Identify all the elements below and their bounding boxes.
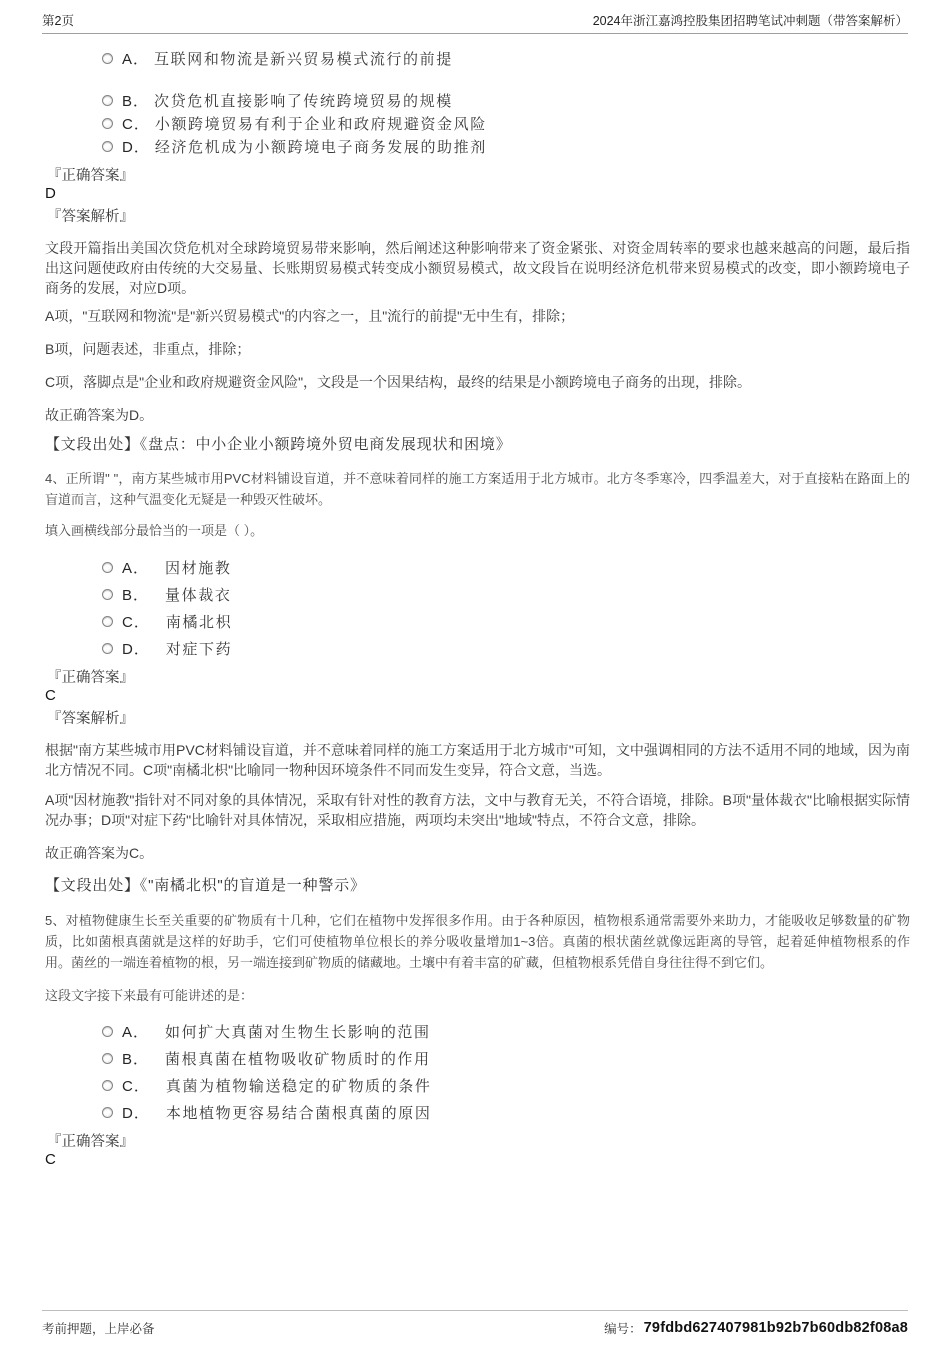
radio-button-icon[interactable]	[102, 643, 113, 654]
correct-answer-label: 『正确答案』	[47, 670, 134, 686]
option-row	[102, 1048, 910, 1069]
footer-slogan: 考前押题，上岸必备	[42, 1322, 155, 1336]
correct-answer-value: C	[45, 687, 56, 704]
radio-button-icon[interactable]	[102, 53, 113, 64]
option-text: 真菌为植物输送稳定的矿物质的条件	[165, 1078, 432, 1095]
correct-answer-value: D	[45, 185, 56, 202]
analysis-paragraph: 故正确答案为C。	[45, 845, 154, 861]
option-text: 次贷危机直接影响了传统跨境贸易的规模	[154, 93, 453, 110]
page-body	[45, 34, 910, 1169]
analysis-paragraph: 根据"南方某些城市用PVC材料铺设盲道，并不意味着同样的施工方案适用于北方城市"可知，文中强调相同的方法不适用不同的地域，因为南北方情况不同。C项"南橘北枳"比喻同一物种因环境条件不同而发生变异，符合文意，当选。	[45, 742, 910, 778]
option-letter: B．	[122, 1051, 150, 1068]
radio-button-icon[interactable]	[102, 616, 113, 627]
option-letter: C．	[122, 116, 150, 133]
page-footer	[42, 1310, 908, 1345]
analysis-label: 『答案解析』	[47, 209, 134, 225]
document-title: 2024年浙江嘉鸿控股集团招聘笔试冲刺题（带答案解析）	[592, 14, 908, 28]
question-4-block	[45, 468, 910, 896]
radio-button-icon[interactable]	[102, 1107, 113, 1118]
correct-answer-value: C	[45, 1151, 56, 1168]
option-row	[102, 90, 910, 111]
option-letter: C．	[122, 1078, 150, 1095]
question-3-block	[45, 48, 910, 455]
option-text: 量体裁衣	[165, 587, 232, 604]
option-text: 如何扩大真菌对生物生长影响的范围	[165, 1024, 431, 1041]
option-letter: B．	[122, 93, 150, 110]
analysis-label: 『答案解析』	[47, 711, 134, 727]
option-row	[102, 1021, 910, 1042]
analysis-paragraph: 文段开篇指出美国次贷危机对全球跨境贸易带来影响，然后阐述这种影响带来了资金紧张、对资金周转率的要求也越来越高的问题，最后指出这问题使政府由传统的大交易量、长账期贸易模式转变成小额贸易模式，故文段旨在说明经济危机带来贸易模式的改变，即小额跨境电子商务的发展，对应D项。	[45, 240, 910, 296]
analysis-paragraph: C项，落脚点是"企业和政府规避资金风险"，文段是一个因果结构，最终的结果是小额跨境电子商务的出现，排除。	[45, 374, 752, 390]
option-text: 本地植物更容易结合菌根真菌的原因	[165, 1105, 432, 1122]
option-letter: D．	[122, 641, 150, 658]
serial-number	[604, 1319, 908, 1337]
source-line: 【文段出处】《"南橘北枳"的盲道是一种警示》	[45, 877, 366, 894]
analysis-paragraph: A项"因材施教"指针对不同对象的具体情况，采取有针对性的教育方法，文中与教育无关，不符合语境，排除。B项"量体裁衣"比喻根据实际情况办事；D项"对症下药"比喻针对具体情况，采取相应措施，两项均未突出"地域"特点，不符合文意，排除。	[45, 792, 910, 828]
question-4-stem: 4、正所谓" "，南方某些城市用PVC材料铺设盲道，并不意味着同样的施工方案适用于北方城市。北方冬季寒冷，四季温差大，对于直接粘在路面上的盲道而言，这种气温变化无疑是一种毁灭性破坏。	[45, 471, 910, 507]
radio-button-icon[interactable]	[102, 1026, 113, 1037]
page-header	[42, 0, 908, 34]
option-row	[102, 136, 910, 157]
radio-button-icon[interactable]	[102, 562, 113, 573]
option-text: 南橘北枳	[165, 614, 233, 631]
option-text: 小额跨境贸易有利于企业和政府规避资金风险	[154, 116, 487, 133]
analysis-paragraph: A项，"互联网和物流"是"新兴贸易模式"的内容之一，且"流行的前提"无中生有，排除；	[45, 308, 575, 324]
source-line: 【文段出处】《盘点：中小企业小额跨境外贸电商发展现状和困境》	[45, 436, 512, 453]
radio-button-icon[interactable]	[102, 141, 113, 152]
option-row	[102, 1075, 910, 1096]
option-text: 经济危机成为小额跨境电子商务发展的助推剂	[154, 139, 487, 156]
option-row	[102, 1102, 910, 1123]
page-number: 第2页	[42, 14, 74, 28]
option-letter: A．	[122, 1024, 150, 1041]
option-row	[102, 48, 910, 69]
option-row	[102, 638, 910, 659]
option-letter: D．	[122, 139, 150, 156]
option-text: 因材施教	[165, 560, 232, 577]
radio-button-icon[interactable]	[102, 118, 113, 129]
option-letter: B．	[122, 587, 150, 604]
option-row	[102, 113, 910, 134]
radio-button-icon[interactable]	[102, 95, 113, 106]
question-4-prompt: 填入画横线部分最恰当的一项是（ ）。	[45, 523, 264, 538]
radio-button-icon[interactable]	[102, 1080, 113, 1091]
option-letter: C．	[122, 614, 150, 631]
radio-button-icon[interactable]	[102, 589, 113, 600]
question-5-stem: 5、对植物健康生长至关重要的矿物质有十几种，它们在植物中发挥很多作用。由于各种原因，植物根系通常需要外来助力，才能吸收足够数量的矿物质，比如菌根真菌就是这样的好助手，它们可使植物单位根长的养分吸收量增加1~3倍。真菌的根状菌丝就像远距离的导管，起着延伸植物根系的作用。菌丝的一端连着植物的根，另一端连接到矿物质的储藏地。土壤中有着丰富的矿藏，但植物根系凭借自身往往得不到它们。	[45, 913, 910, 970]
option-letter: A．	[122, 560, 150, 577]
question-5-block	[45, 910, 910, 1169]
option-row	[102, 557, 910, 578]
question-5-prompt: 这段文字接下来最有可能讲述的是：	[45, 988, 254, 1003]
option-letter: D．	[122, 1105, 150, 1122]
correct-answer-label: 『正确答案』	[47, 168, 134, 184]
analysis-paragraph: B项，问题表述，非重点，排除；	[45, 341, 251, 357]
option-text: 对症下药	[165, 641, 233, 658]
option-letter: A．	[122, 51, 150, 68]
option-row	[102, 611, 910, 632]
radio-button-icon[interactable]	[102, 1053, 113, 1064]
option-text: 菌根真菌在植物吸收矿物质时的作用	[165, 1051, 431, 1068]
serial-label: 编号：	[604, 1322, 642, 1336]
option-text: 互联网和物流是新兴贸易模式流行的前提	[154, 51, 453, 68]
analysis-paragraph: 故正确答案为D。	[45, 407, 154, 423]
option-row	[102, 584, 910, 605]
serial-value: 79fdbd627407981b92b7b60db82f08a8	[643, 1320, 908, 1336]
correct-answer-label: 『正确答案』	[47, 1134, 134, 1150]
